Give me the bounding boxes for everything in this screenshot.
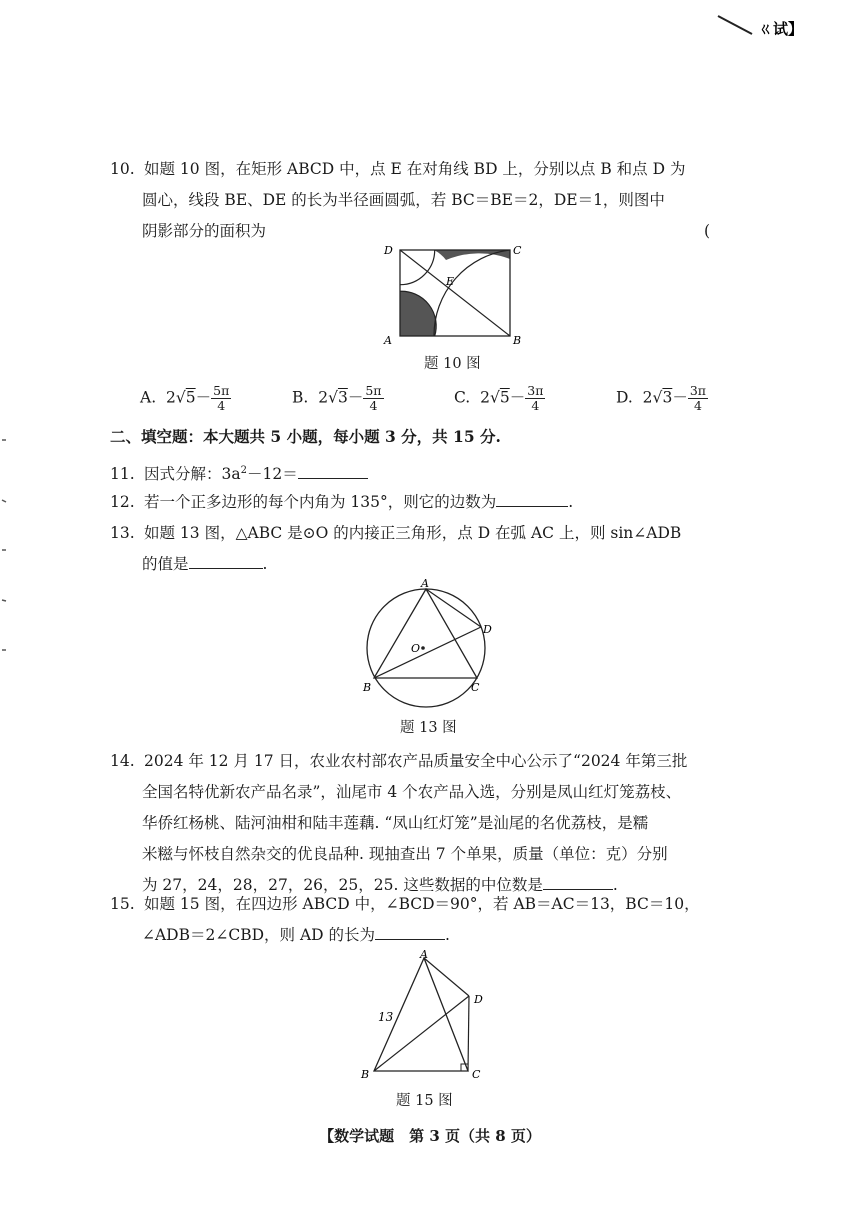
label-side-length: 13: [378, 1010, 394, 1024]
question-10: [110, 154, 770, 247]
question-text: 阴影部分的面积为 (: [110, 216, 770, 247]
question-number: 13.: [110, 524, 135, 542]
figure-15-caption: 题 15 图: [396, 1093, 453, 1109]
label-E: E: [446, 275, 455, 288]
question-text: 如题 10 图，在矩形 ABCD 中，点 E 在对角线 BD 上，分别以点 B 和点 D 为: [144, 160, 686, 178]
label-D: D: [384, 244, 393, 257]
question-14: 14. 2024 年 12 月 17 日，农业农村部农产品质量安全中心公示了“2024 年第三批 全国名特优新农产品名录”，汕尾市 4 个农产品入选，分别是凤山红灯笼荔枝、 华侨红杨桃、陆河油柑和陆丰莲藕. “凤山红灯笼”是汕尾的名优荔枝，是糯 米糍与怀枝自然杂交的优良品种. 现抽查出 7 个单果，质量（单位：克）分别 为 27，24，28，27，26，25，25. 这些数据的中位数是 .: [110, 746, 770, 901]
figure-15-quadrilateral: [356, 948, 496, 1084]
figure-10-rectangle: [376, 240, 526, 348]
label-C: C: [471, 681, 480, 694]
option-c[interactable]: C. 2√5－ $\frac{3\pi}{4}$: [454, 383, 544, 413]
page-footer: 【数学试题 第 3 页（共 8 页）: [319, 1127, 541, 1145]
label-B: B: [513, 334, 522, 347]
label-C: C: [472, 1068, 481, 1081]
figure-13-caption: 题 13 图: [400, 720, 457, 736]
figure-10-caption: 题 10 图: [424, 356, 481, 372]
left-edge-marks: [0, 430, 10, 670]
answer-blank[interactable]: [496, 490, 568, 507]
option-d[interactable]: D. 2√3－ $\frac{3\pi}{4}$: [616, 383, 706, 413]
label-B: B: [363, 681, 372, 694]
label-A: A: [384, 334, 392, 347]
corner-pen-mark: [708, 10, 804, 44]
question-number: 12.: [110, 493, 135, 511]
label-B: B: [361, 1068, 370, 1081]
figure-13-circle: [354, 574, 504, 704]
label-C: C: [513, 244, 522, 257]
question-12: 12. 若一个正多边形的每个内角为 135°，则它的边数为 .: [110, 487, 770, 518]
question-number: 14.: [110, 752, 135, 770]
answer-blank[interactable]: [543, 873, 613, 890]
label-D: D: [483, 623, 492, 636]
question-11: 11. 因式分解：$3a^2-12=$: [110, 455, 770, 490]
label-A: A: [420, 948, 428, 961]
answer-blank[interactable]: [375, 923, 445, 940]
option-b[interactable]: B. 2√3－ $\frac{5\pi}{4}$: [292, 383, 382, 413]
question-text: 圆心，线段 BE、DE 的长为半径画圆弧，若 BC＝BE＝2，DE＝1，则图中: [142, 191, 665, 209]
answer-paren: (: [704, 222, 711, 240]
label-O: O: [411, 642, 421, 655]
corner-text: ㄍ试】: [758, 20, 804, 38]
label-D: D: [474, 993, 483, 1006]
section-heading: 二、填空题：本大题共 5 小题，每小题 3 分，共 15 分.: [110, 427, 501, 446]
label-A: A: [421, 577, 429, 590]
option-a[interactable]: A. 2√5－ $\frac{5\pi}{4}$: [140, 383, 230, 413]
question-15: 15. 如题 15 图，在四边形 ABCD 中，∠BCD＝90°，若 AB＝AC＝13，BC＝10， ∠ADB＝2∠CBD，则 AD 的长为 .: [110, 889, 770, 951]
question-number: 10.: [110, 160, 135, 178]
question-13: 13. 如题 13 图，△ABC 是⊙O 的内接正三角形，点 D 在弧 AC 上，则 sin∠ADB 的值是 .: [110, 518, 770, 580]
question-number: 15.: [110, 895, 135, 913]
answer-blank[interactable]: [189, 552, 263, 569]
answer-blank[interactable]: [298, 462, 368, 479]
question-number: 11.: [110, 465, 135, 484]
